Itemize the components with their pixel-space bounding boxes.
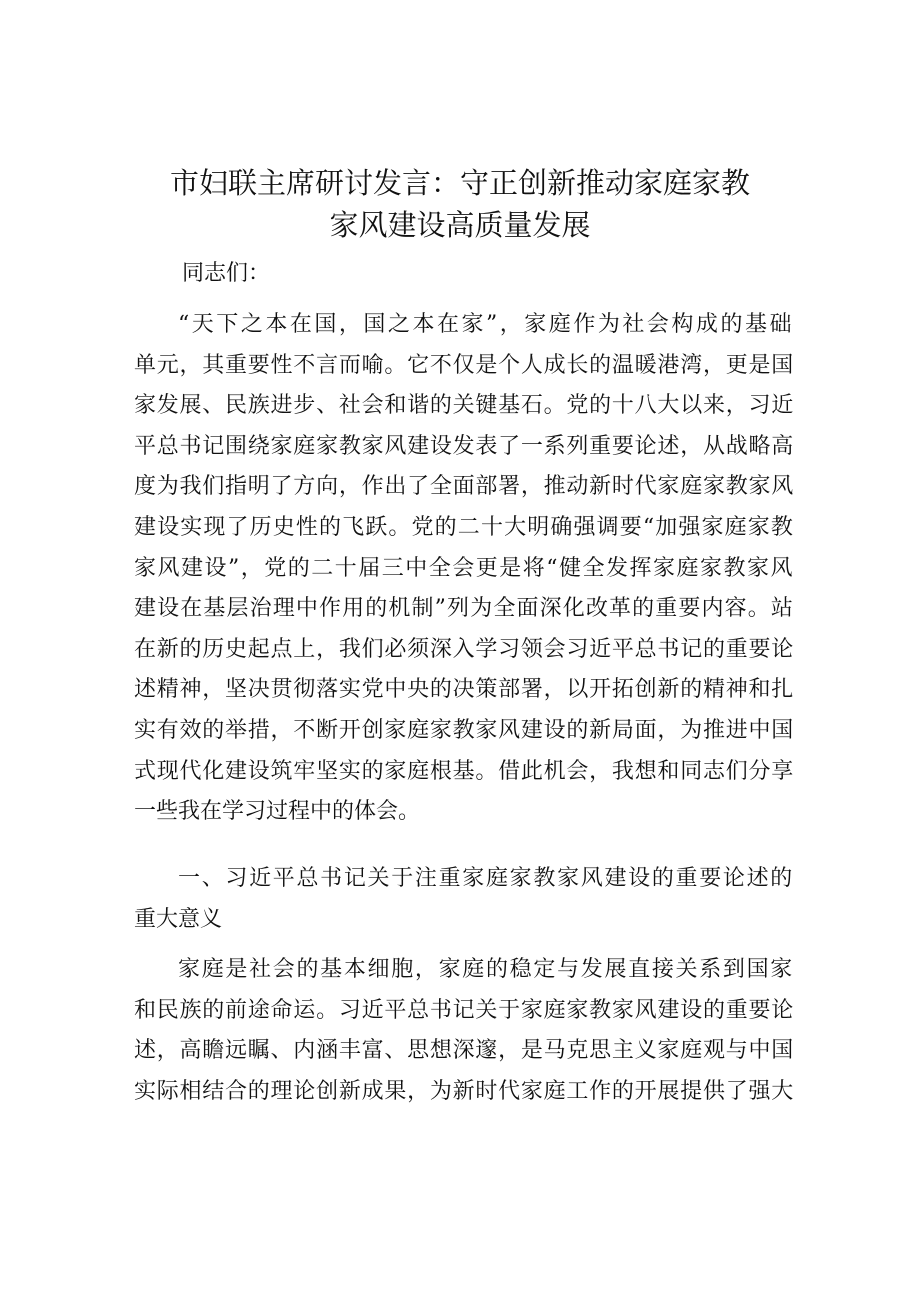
paragraph-line: 述精神，坚决贯彻落实党中央的决策部署，以开拓创新的精神和扎 [134,677,794,703]
paragraph-line: “天下之本在国，国之本在家”，家庭作为社会构成的基础 [178,312,794,337]
paragraph-line: 家庭是社会的基本细胞，家庭的稳定与发展直接关系到国家 [178,957,794,982]
intro-paragraph [134,305,794,833]
paragraph-line: 述，高瞻远瞩、内涵丰富、思想深邃，是马克思主义家庭观与中国 [134,1038,794,1064]
paragraph-line: 一些我在学习过程中的体会。 [134,799,421,825]
greeting: 同志们： [182,261,271,286]
paragraph-line: 建设实现了历史性的飞跃。党的二十大明确强调要“加强家庭家教 [134,514,794,540]
paragraph-line: 式现代化建设筑牢坚实的家庭根基。借此机会，我想和同志们分享 [134,758,794,784]
paragraph-line: 在新的历史起点上，我们必须深入学习领会习近平总书记的重要论 [134,636,794,662]
paragraph-line: 实有效的举措，不断开创家庭家教家风建设的新局面，为推进中国 [134,717,794,743]
section-heading [134,859,794,940]
body-paragraph [134,950,794,1112]
heading-line: 重大意义 [134,906,223,932]
heading-line: 一、习近平总书记关于注重家庭家教家风建设的重要论述的 [178,866,794,891]
paragraph-line: 实际相结合的理论创新成果，为新时代家庭工作的开展提供了强大 [134,1078,794,1104]
title-line-1: 市妇联主席研讨发言：守正创新推动家庭家教 [169,166,750,200]
paragraph-line: 建设在基层治理中作用的机制”列为全面深化改革的重要内容。站 [134,596,794,622]
document-title [120,162,800,246]
paragraph-line: 和民族的前途命运。习近平总书记关于家庭家教家风建设的重要论 [134,997,794,1023]
paragraph-line: 度为我们指明了方向，作出了全面部署，推动新时代家庭家教家风 [134,474,794,500]
paragraph-line: 平总书记围绕家庭家教家风建设发表了一系列重要论述，从战略高 [134,433,794,459]
paragraph-line: 家发展、民族进步、社会和谐的关键基石。党的十八大以来，习近 [134,393,794,419]
paragraph-line: 家风建设”，党的二十届三中全会更是将“健全发挥家庭家教家风 [134,555,794,581]
paragraph-line: 单元，其重要性不言而喻。它不仅是个人成长的温暖港湾，更是国 [134,352,794,378]
title-line-2: 家风建设高质量发展 [329,208,591,242]
